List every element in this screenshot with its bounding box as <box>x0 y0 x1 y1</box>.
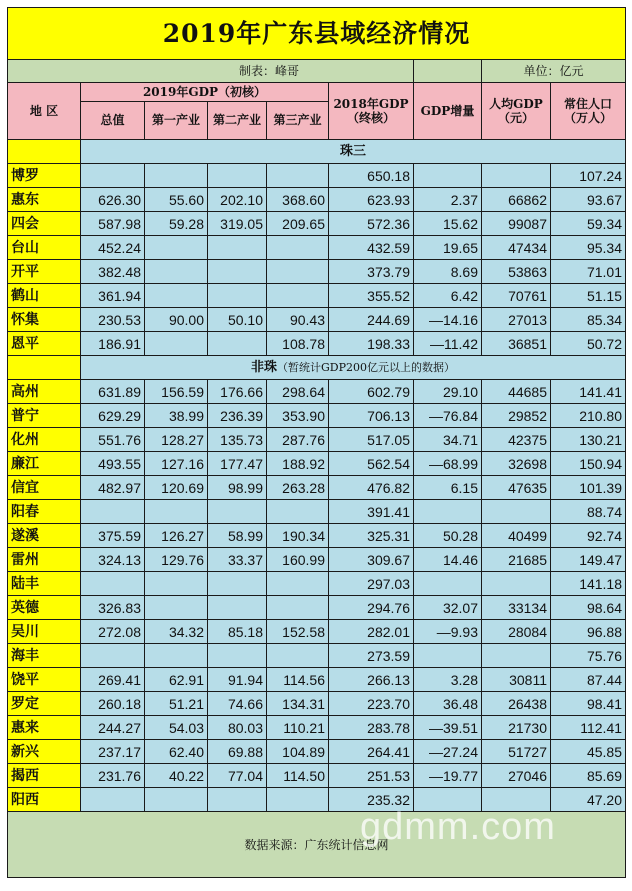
table-cell: 53863 <box>482 260 551 284</box>
table-cell <box>145 596 208 620</box>
header-tertiary: 第三产业 <box>267 102 329 140</box>
table-cell: 59.34 <box>551 212 626 236</box>
table-cell <box>414 500 482 524</box>
table-cell: 40499 <box>482 524 551 548</box>
subtitle-spacer <box>414 60 482 83</box>
table-cell: 202.10 <box>208 188 267 212</box>
table-cell: 368.60 <box>267 188 329 212</box>
table-cell: 355.52 <box>329 284 414 308</box>
section-spacer <box>8 356 81 380</box>
table-cell: 88.74 <box>551 500 626 524</box>
table-cell: 14.46 <box>414 548 482 572</box>
region-name: 新兴 <box>8 740 81 764</box>
table-cell: 114.56 <box>267 668 329 692</box>
table-cell <box>414 644 482 668</box>
table-cell: 587.98 <box>81 212 145 236</box>
table-cell <box>267 644 329 668</box>
table-row <box>8 404 626 428</box>
table-cell: 70761 <box>482 284 551 308</box>
table-cell: 33134 <box>482 596 551 620</box>
table-row <box>8 212 626 236</box>
table-cell: 626.30 <box>81 188 145 212</box>
region-name: 罗定 <box>8 692 81 716</box>
table-cell: 92.74 <box>551 524 626 548</box>
table-cell: 62.40 <box>145 740 208 764</box>
table-cell: 114.50 <box>267 764 329 788</box>
table-cell: 21730 <box>482 716 551 740</box>
table-cell <box>414 572 482 596</box>
table-cell: 50.10 <box>208 308 267 332</box>
table-cell: 93.67 <box>551 188 626 212</box>
table-cell: 298.64 <box>267 380 329 404</box>
table-cell: 85.69 <box>551 764 626 788</box>
table-cell: 152.58 <box>267 620 329 644</box>
table-row <box>8 620 626 644</box>
table-cell: 47434 <box>482 236 551 260</box>
table-cell: 101.39 <box>551 476 626 500</box>
table-cell <box>208 788 267 812</box>
table-row <box>8 236 626 260</box>
table-cell: 99087 <box>482 212 551 236</box>
region-name: 鹤山 <box>8 284 81 308</box>
table-cell: 74.66 <box>208 692 267 716</box>
table-row <box>8 644 626 668</box>
region-name: 遂溪 <box>8 524 81 548</box>
table-cell: 141.41 <box>551 380 626 404</box>
table-cell: 98.41 <box>551 692 626 716</box>
table-cell: 26438 <box>482 692 551 716</box>
table-cell: 27013 <box>482 308 551 332</box>
table-cell: 326.83 <box>81 596 145 620</box>
economy-table <box>7 7 626 878</box>
region-name: 揭西 <box>8 764 81 788</box>
region-name: 博罗 <box>8 164 81 188</box>
table-row <box>8 740 626 764</box>
table-cell: 264.41 <box>329 740 414 764</box>
table-cell <box>145 644 208 668</box>
table-cell: 272.08 <box>81 620 145 644</box>
table-cell: 98.99 <box>208 476 267 500</box>
table-cell: 51727 <box>482 740 551 764</box>
table-row <box>8 500 626 524</box>
table-cell: 260.18 <box>81 692 145 716</box>
section-row <box>8 356 626 380</box>
region-name: 海丰 <box>8 644 81 668</box>
table-row <box>8 428 626 452</box>
table-cell: 47.20 <box>551 788 626 812</box>
table-cell: 391.41 <box>329 500 414 524</box>
header-total: 总值 <box>81 102 145 140</box>
region-name: 惠东 <box>8 188 81 212</box>
table-cell <box>145 500 208 524</box>
table-cell <box>208 284 267 308</box>
table-cell <box>482 788 551 812</box>
table-cell: 91.94 <box>208 668 267 692</box>
table-cell: 562.54 <box>329 452 414 476</box>
table-cell: 382.48 <box>81 260 145 284</box>
table-cell <box>145 260 208 284</box>
region-name: 雷州 <box>8 548 81 572</box>
table-row <box>8 524 626 548</box>
table-row <box>8 188 626 212</box>
table-cell <box>208 572 267 596</box>
region-name: 怀集 <box>8 308 81 332</box>
table-cell: 45.85 <box>551 740 626 764</box>
table-row <box>8 308 626 332</box>
region-name: 阳西 <box>8 788 81 812</box>
table-cell: 59.28 <box>145 212 208 236</box>
table-cell <box>267 164 329 188</box>
table-row <box>8 668 626 692</box>
table-cell: 110.21 <box>267 716 329 740</box>
table-cell <box>267 260 329 284</box>
table-cell: 373.79 <box>329 260 414 284</box>
table-cell: 266.13 <box>329 668 414 692</box>
table-cell: 209.65 <box>267 212 329 236</box>
table-cell: 55.60 <box>145 188 208 212</box>
table-cell: —39.51 <box>414 716 482 740</box>
table-cell: 629.29 <box>81 404 145 428</box>
table-cell <box>267 236 329 260</box>
table-cell: 273.59 <box>329 644 414 668</box>
region-name: 开平 <box>8 260 81 284</box>
table-cell: 130.21 <box>551 428 626 452</box>
table-cell: 297.03 <box>329 572 414 596</box>
table-cell: 71.01 <box>551 260 626 284</box>
table-cell: 33.37 <box>208 548 267 572</box>
table-cell: 482.97 <box>81 476 145 500</box>
table-cell <box>81 572 145 596</box>
table-cell: 223.70 <box>329 692 414 716</box>
table-cell: 650.18 <box>329 164 414 188</box>
table-cell: —27.24 <box>414 740 482 764</box>
section-note: （暂统计GDP200亿元以上的数据） <box>277 361 456 374</box>
table-cell: 210.80 <box>551 404 626 428</box>
table-cell: 108.78 <box>267 332 329 356</box>
table-cell <box>145 164 208 188</box>
table-cell <box>208 236 267 260</box>
table-cell <box>267 284 329 308</box>
region-name: 台山 <box>8 236 81 260</box>
page-title: 2019年广东县域经济情况 <box>8 8 626 60</box>
table-cell: 38.99 <box>145 404 208 428</box>
table-cell: 237.17 <box>81 740 145 764</box>
table-cell: 15.62 <box>414 212 482 236</box>
table-cell <box>482 164 551 188</box>
table-row <box>8 380 626 404</box>
table-cell <box>267 788 329 812</box>
table-cell: —68.99 <box>414 452 482 476</box>
table-cell: 375.59 <box>81 524 145 548</box>
region-name: 饶平 <box>8 668 81 692</box>
header-gdp2019: 2019年GDP（初核） <box>81 83 329 102</box>
table-cell <box>482 572 551 596</box>
table-cell: 36.48 <box>414 692 482 716</box>
table-cell: 325.31 <box>329 524 414 548</box>
table-cell <box>145 788 208 812</box>
table-cell: 80.03 <box>208 716 267 740</box>
table-cell: 294.76 <box>329 596 414 620</box>
table-cell: 112.41 <box>551 716 626 740</box>
table-cell: 28084 <box>482 620 551 644</box>
table-cell: 236.39 <box>208 404 267 428</box>
region-name: 惠来 <box>8 716 81 740</box>
table-cell: 432.59 <box>329 236 414 260</box>
table-cell: 2.37 <box>414 188 482 212</box>
table-row <box>8 548 626 572</box>
table-row <box>8 260 626 284</box>
table-cell: 129.76 <box>145 548 208 572</box>
table-cell: 104.89 <box>267 740 329 764</box>
data-source: 数据来源：广东统计信息网 <box>8 812 626 878</box>
table-cell: 44685 <box>482 380 551 404</box>
table-cell: —19.77 <box>414 764 482 788</box>
region-name: 廉江 <box>8 452 81 476</box>
table-cell: 149.47 <box>551 548 626 572</box>
region-name: 恩平 <box>8 332 81 356</box>
table-cell: 186.91 <box>81 332 145 356</box>
table-cell: 135.73 <box>208 428 267 452</box>
table-cell: 452.24 <box>81 236 145 260</box>
table-cell: 77.04 <box>208 764 267 788</box>
table-cell <box>267 596 329 620</box>
region-name: 陆丰 <box>8 572 81 596</box>
table-row <box>8 572 626 596</box>
table-cell: 85.34 <box>551 308 626 332</box>
section-title <box>81 356 626 380</box>
table-cell: 34.71 <box>414 428 482 452</box>
table-row <box>8 476 626 500</box>
table-cell: 32.07 <box>414 596 482 620</box>
table-cell: 95.34 <box>551 236 626 260</box>
table-cell <box>208 596 267 620</box>
table-cell <box>267 572 329 596</box>
table-cell <box>145 332 208 356</box>
table-cell: 6.15 <box>414 476 482 500</box>
table-cell: 551.76 <box>81 428 145 452</box>
header-growth: GDP增量 <box>414 83 482 140</box>
table-cell: 98.64 <box>551 596 626 620</box>
table-cell: 96.88 <box>551 620 626 644</box>
table-row <box>8 332 626 356</box>
table-cell: 493.55 <box>81 452 145 476</box>
table-cell: 47635 <box>482 476 551 500</box>
table-cell: 198.33 <box>329 332 414 356</box>
table-cell: 244.69 <box>329 308 414 332</box>
region-name: 信宜 <box>8 476 81 500</box>
table-cell: 29.10 <box>414 380 482 404</box>
table-cell: —11.42 <box>414 332 482 356</box>
table-cell: 602.79 <box>329 380 414 404</box>
table-cell: 309.67 <box>329 548 414 572</box>
unit-label: 单位：亿元 <box>482 60 626 83</box>
region-name: 四会 <box>8 212 81 236</box>
table-cell: 230.53 <box>81 308 145 332</box>
table-cell: 623.93 <box>329 188 414 212</box>
header-primary: 第一产业 <box>145 102 208 140</box>
table-cell: 21685 <box>482 548 551 572</box>
table-cell: —14.16 <box>414 308 482 332</box>
table-cell <box>81 644 145 668</box>
table-cell <box>81 500 145 524</box>
table-cell: 263.28 <box>267 476 329 500</box>
header-secondary: 第二产业 <box>208 102 267 140</box>
header-gdp2018: 2018年GDP（终核） <box>329 83 414 140</box>
table-cell: 283.78 <box>329 716 414 740</box>
table-row <box>8 596 626 620</box>
region-name: 化州 <box>8 428 81 452</box>
table-row <box>8 764 626 788</box>
table-cell: 156.59 <box>145 380 208 404</box>
table-cell <box>145 236 208 260</box>
section-spacer <box>8 140 81 164</box>
table-cell <box>145 284 208 308</box>
table-cell: 90.43 <box>267 308 329 332</box>
table-cell: 90.00 <box>145 308 208 332</box>
region-name: 普宁 <box>8 404 81 428</box>
region-name: 英德 <box>8 596 81 620</box>
table-cell <box>81 788 145 812</box>
table-cell <box>414 788 482 812</box>
table-cell <box>208 644 267 668</box>
table-cell: 190.34 <box>267 524 329 548</box>
table-cell: —9.93 <box>414 620 482 644</box>
header-population: 常住人口（万人） <box>551 83 626 140</box>
table-cell <box>208 164 267 188</box>
table-cell: 58.99 <box>208 524 267 548</box>
table-cell: 353.90 <box>267 404 329 428</box>
table-cell: 126.27 <box>145 524 208 548</box>
table-cell: 8.69 <box>414 260 482 284</box>
table-cell: 87.44 <box>551 668 626 692</box>
table-cell: 51.15 <box>551 284 626 308</box>
header-per-capita: 人均GDP（元） <box>482 83 551 140</box>
table-cell <box>482 644 551 668</box>
table-cell <box>482 500 551 524</box>
table-row <box>8 788 626 812</box>
table-cell: 176.66 <box>208 380 267 404</box>
section-title-text: 非珠 <box>250 360 277 375</box>
table-cell: 66862 <box>482 188 551 212</box>
table-cell <box>208 260 267 284</box>
table-cell: 244.27 <box>81 716 145 740</box>
table-cell: 572.36 <box>329 212 414 236</box>
section-title-text: 珠三 <box>340 144 367 159</box>
table-cell: 32698 <box>482 452 551 476</box>
table-cell: 319.05 <box>208 212 267 236</box>
watermark: gdmm.com <box>360 806 556 848</box>
table-row <box>8 164 626 188</box>
table-cell: 34.32 <box>145 620 208 644</box>
table-row <box>8 452 626 476</box>
table-cell: 134.31 <box>267 692 329 716</box>
table-cell: 324.13 <box>81 548 145 572</box>
table-cell: 706.13 <box>329 404 414 428</box>
table-cell <box>208 500 267 524</box>
region-name: 高州 <box>8 380 81 404</box>
table-cell: 19.65 <box>414 236 482 260</box>
maker-label: 制表：峰哥 <box>8 60 414 83</box>
table-cell: 631.89 <box>81 380 145 404</box>
table-cell: 85.18 <box>208 620 267 644</box>
table-cell: 517.05 <box>329 428 414 452</box>
table-cell: 3.28 <box>414 668 482 692</box>
table-cell: 30811 <box>482 668 551 692</box>
table-cell <box>267 500 329 524</box>
table-cell: 150.94 <box>551 452 626 476</box>
table-cell: 177.47 <box>208 452 267 476</box>
table-cell: 251.53 <box>329 764 414 788</box>
table-cell: 75.76 <box>551 644 626 668</box>
table-cell <box>81 164 145 188</box>
table-cell: 269.41 <box>81 668 145 692</box>
table-cell: 120.69 <box>145 476 208 500</box>
table-cell: 235.32 <box>329 788 414 812</box>
table-cell: 127.16 <box>145 452 208 476</box>
table-cell: 231.76 <box>81 764 145 788</box>
table-cell: 54.03 <box>145 716 208 740</box>
table-cell: 29852 <box>482 404 551 428</box>
table-cell <box>145 572 208 596</box>
table-cell: 188.92 <box>267 452 329 476</box>
table-cell: 36851 <box>482 332 551 356</box>
table-cell: 282.01 <box>329 620 414 644</box>
table-cell: 40.22 <box>145 764 208 788</box>
table-cell: 27046 <box>482 764 551 788</box>
table-row <box>8 692 626 716</box>
table-row <box>8 284 626 308</box>
table-cell <box>414 164 482 188</box>
section-title <box>81 140 626 164</box>
table-cell <box>208 332 267 356</box>
table-cell: —76.84 <box>414 404 482 428</box>
region-name: 吴川 <box>8 620 81 644</box>
table-cell: 51.21 <box>145 692 208 716</box>
table-cell: 287.76 <box>267 428 329 452</box>
region-name: 阳春 <box>8 500 81 524</box>
table-cell: 141.18 <box>551 572 626 596</box>
table-cell: 160.99 <box>267 548 329 572</box>
table-cell: 50.28 <box>414 524 482 548</box>
table-cell: 6.42 <box>414 284 482 308</box>
table-cell: 50.72 <box>551 332 626 356</box>
table-row <box>8 716 626 740</box>
table-cell: 128.27 <box>145 428 208 452</box>
section-row <box>8 140 626 164</box>
table-cell: 42375 <box>482 428 551 452</box>
table-cell: 107.24 <box>551 164 626 188</box>
header-region: 地 区 <box>8 83 81 140</box>
table-cell: 69.88 <box>208 740 267 764</box>
table-cell: 62.91 <box>145 668 208 692</box>
table-cell: 361.94 <box>81 284 145 308</box>
table-cell: 476.82 <box>329 476 414 500</box>
